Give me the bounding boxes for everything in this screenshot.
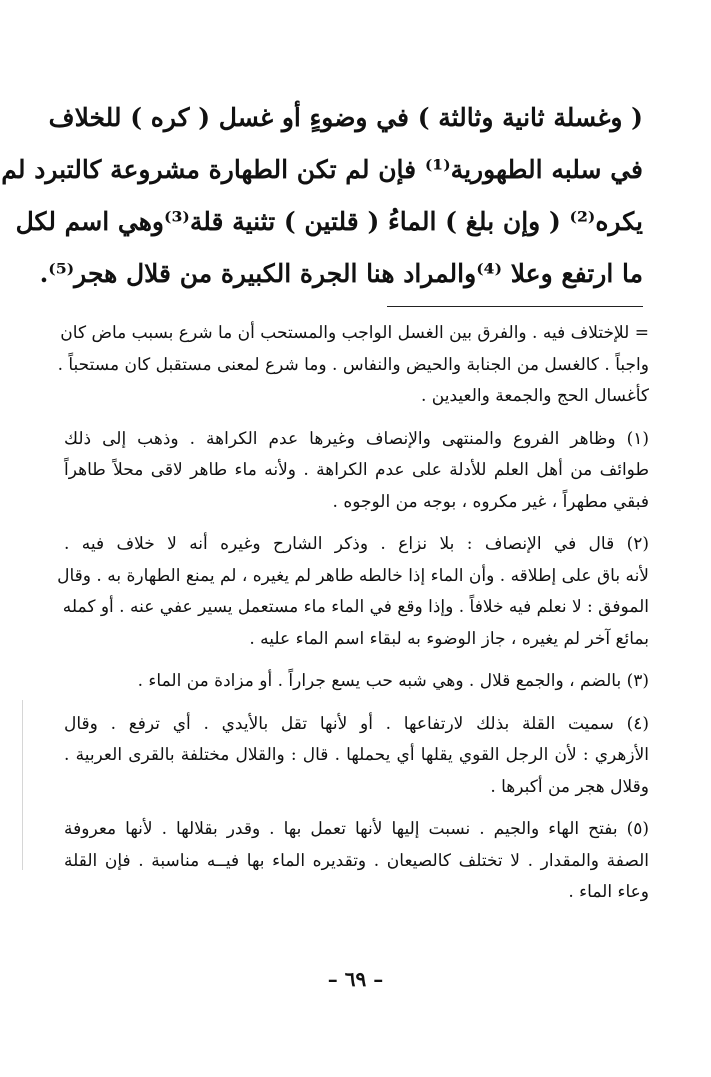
footnote-line: (٥) بفتح الهاء والجيم . نسبت إليها لأنها تعمل بها . وقدر بقلالها . لأنها معروفة [64,819,649,839]
main-text-line: ( وغسلة ثانية وثالثة ) في وضوءٍ أو غسل ( كره ) للخلاف [48,103,643,132]
footnote-2 [57,529,649,655]
main-text-line: يكره⁽²⁾ ( وإن بلغ ) الماءُ ( قلتين ) تثنية قلة⁽³⁾وهي اسم لكل [15,207,643,236]
footnote-line: فبقي مطهراً ، غير مكروه ، بوجه من الوجوه . [332,491,649,512]
page-number: – ٦٩ – [327,967,384,991]
main-text-line: ما ارتفع وعلا ⁽⁴⁾والمراد هنا الجرة الكبيرة من قلال هجر⁽⁵⁾. [39,259,643,288]
footnotes [57,318,649,920]
main-text [1,92,643,300]
footnote-line: بمائع آخر لم يغيره ، جاز الوضوء به لبقاء اسم الماء عليه . [249,628,649,649]
footnote-line: لأنه باق على إطلاقه . وأن الماء إذا خالطه طاهر لم يغيره ، لم يمنع الطهارة به . وقال [57,565,649,586]
footnote-line: واجباً . كالغسل من الجنابة والحيض والنفاس . وما شرع لمعنى مستقبل كان مستحباً . [57,354,649,375]
footnote-line: كأغسال الحج والجمعة والعيدين . [421,386,649,406]
footnote-line: وعاء الماء . [568,882,649,902]
footnote-5 [64,814,649,909]
scan-margin-line [22,700,23,870]
footnote-line: (٢) قال في الإنصاف : بلا نزاع . وذكر الشارح وغيره أنه لا خلاف فيه . [64,534,649,554]
footnote-line: الموفق : لا نعلم فيه خلافاً . وإذا وقع في الماء ماء مستعمل يسير عفي عنه . أو كمله [62,597,649,617]
footnote-4 [64,709,649,804]
footnote-divider [387,306,643,307]
footnote-line: وقلال هجر من أكبرها . [490,776,649,797]
footnote-line: الصفة والمقدار . لا تختلف كالصيعان . وتقديره الماء بها فيــه مناسبة . فإن القلة [64,850,649,871]
footnote-line: طوائف من أهل العلم للأدلة على عدم الكراهة . ولأنه ماء طاهر لاقى محلاً طاهراً [64,460,649,480]
footnote-line: (٤) سميت القلة بذلك لارتفاعها . أو لأنها تقل بالأيدي . أي ترفع . وقال [64,713,649,734]
footnote-line: = للإختلاف فيه . والفرق بين الغسل الواجب والمستحب أن ما شرع بسبب ماض كان [60,323,649,343]
footnote-1 [64,424,649,519]
footnote-line: (٣) بالضم ، والجمع قلال . وهي شبه حب يسع جراراً . أو مزادة من الماء . [137,671,649,691]
footnote-continuation [57,318,649,413]
footnote-3 [64,666,649,698]
footnote-line: الأزهري : لأن الرجل القوي يقلها أي يحملها . قال : والقلال مختلفة بالقرى العربية . [64,745,649,765]
footnote-line: (١) وظاهر الفروع والمنتهى والإنصاف وغيرها عدم الكراهة . وذهب إلى ذلك [64,428,649,449]
main-text-line: في سلبه الطهورية⁽¹⁾ فإن لم تكن الطهارة مشروعة كالتبرد لم [1,155,643,184]
